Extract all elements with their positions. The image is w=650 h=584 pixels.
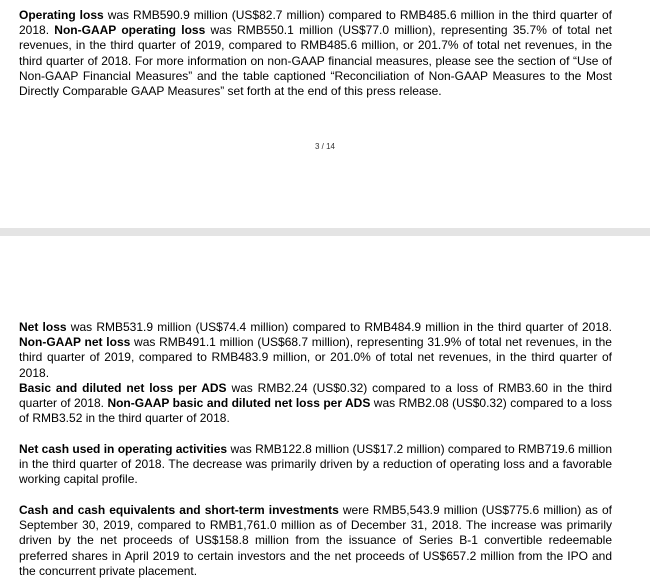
- document-page-bottom: [0, 236, 650, 584]
- non-gaap-operating-loss-heading: Non-GAAP operating loss: [54, 23, 206, 38]
- non-gaap-operating-loss-text: was RMB550.1 million (US$77.0 million), representing 35.7% of total net revenues, in the third quarter of 2019, compared to RMB485.6 million, or 201.7% of total net revenues, in the third quarter of 2018. For more information on non-GAAP financial measures, please see the section of “Use of Non-GAAP Financial Measures” and the table captioned “Reconciliation of Non-GAAP Measures to the Most Directly Comparable GAAP Measures” set forth at the end of this press release.: [19, 23, 612, 99]
- non-gaap-loss-per-ads-heading: Non-GAAP basic and diluted net loss per ADS: [107, 396, 371, 411]
- net-cash-text: was RMB122.8 million (US$17.2 million) compared to RMB719.6 million in the third quarter of 2018. The decrease was primarily driven by a reduction of operating loss and a favorable working capital profile.: [19, 442, 612, 487]
- page-separator: [0, 228, 650, 236]
- document-page-top: [0, 0, 650, 228]
- operating-loss-heading: Operating loss: [19, 8, 104, 22]
- net-loss-paragraph: [19, 320, 612, 381]
- net-cash-paragraph: [19, 442, 612, 488]
- net-cash-heading: Net cash used in operating activities: [19, 442, 228, 456]
- operating-loss-paragraph: [19, 8, 612, 99]
- loss-per-ads-paragraph: [19, 381, 612, 427]
- cash-equivalents-text: were RMB5,543.9 million (US$775.6 million) as of September 30, 2019, compared to RMB1,761.0 million as of December 31, 2018. The increase was primarily driven by the net proceeds of US$158.8 million from the issuance of Series B-1 convertible redeemable preferred shares in April 2019 to certain investors and the net proceeds of US$657.2 million from the IPO and the concurrent private placement.: [19, 503, 613, 578]
- cash-equivalents-paragraph: [19, 503, 612, 579]
- net-loss-text: was RMB531.9 million (US$74.4 million) compared to RMB484.9 million in the third quarter of 2018.: [66, 320, 612, 334]
- non-gaap-net-loss-heading: Non-GAAP net loss: [19, 335, 131, 350]
- non-gaap-net-loss-text: was RMB491.1 million (US$68.7 million), representing 31.9% of total net revenues, in the third quarter of 2019, compared to RMB483.9 million, or 201.0% of total net revenues, in the third quarter of 2018.: [19, 335, 612, 380]
- net-loss-heading: Net loss: [19, 320, 67, 334]
- cash-equivalents-heading: Cash and cash equivalents and short-term investments: [19, 503, 339, 517]
- non-gaap-loss-per-ads-text: was RMB2.08 (US$0.32) compared to a loss of RMB3.52 in the third quarter of 2018.: [19, 396, 612, 426]
- operating-loss-text: was RMB590.9 million (US$82.7 million) compared to RMB485.6 million in the third quarter of 2018.: [19, 8, 612, 38]
- loss-per-ads-text: was RMB2.24 (US$0.32) compared to a loss of RMB3.60 in the third quarter of 2018.: [19, 381, 612, 411]
- loss-per-ads-heading: Basic and diluted net loss per ADS: [19, 381, 227, 395]
- page-number: 3 / 14: [314, 142, 335, 151]
